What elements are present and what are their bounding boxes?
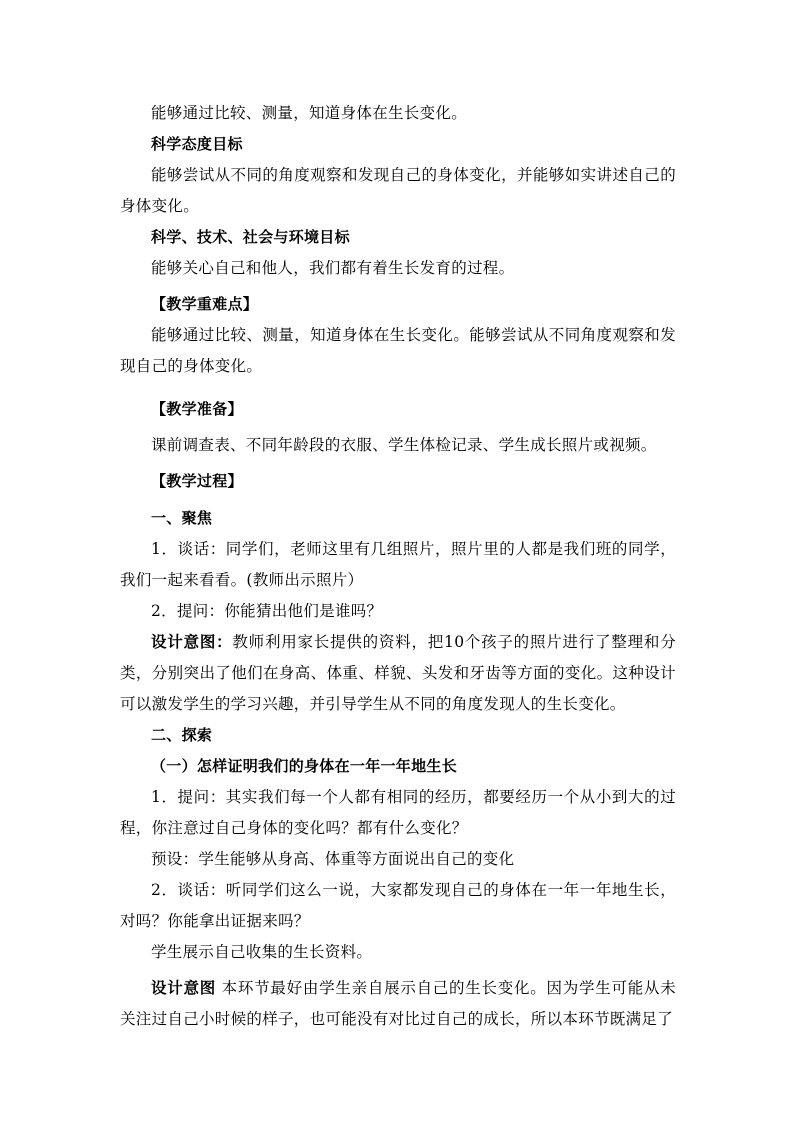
paragraph-focus-1: 1．谈话：同学们，老师这里有几组照片，照片里的人都是我们班的同学，我们一起来看看。(教师出示照片） xyxy=(120,540,676,589)
paragraph-sts: 能够关心自己和他人，我们都有着生长发育的过程。 xyxy=(151,259,515,277)
design-intent-label: 设计意图 xyxy=(151,979,216,997)
heading-key-points: 【教学重难点】 xyxy=(151,295,259,313)
paragraph-explore-1: 1．提问：其实我们每一个人都有相同的经历，都要经历一个从小到大的过程，你注意过自己身体的变化吗？都有什么变化？ xyxy=(120,788,676,837)
heading-focus: 一、聚焦 xyxy=(151,509,213,527)
paragraph-attitude: 能够尝试从不同的角度观察和发现自己的身体变化，并能够如实讲述自己的身体变化。 xyxy=(120,166,676,215)
design-intent-label: 设计意图： xyxy=(151,633,233,651)
heading-explore: 二、探索 xyxy=(151,726,213,744)
paragraph-preparation: 课前调查表、不同年龄段的衣服、学生体检记录、学生成长照片或视频。 xyxy=(151,436,657,454)
paragraph-knowledge: 能够通过比较、测量，知道身体在生长变化。 xyxy=(151,104,468,122)
paragraph-focus-2: 2．提问：你能猜出他们是谁吗？ xyxy=(151,602,383,620)
paragraph-explore-3: 学生展示自己收集的生长资料。 xyxy=(151,943,373,961)
paragraph-explore-2: 2．谈话：听同学们这么一说，大家都发现自己的身体在一年一年地生长，对吗？你能拿出证据来吗？ xyxy=(120,881,676,930)
heading-sts-goal: 科学、技术、社会与环境目标 xyxy=(151,228,350,246)
design-intent-text: 本环节最好由学生亲自展示自己的生长变化。因为学生可能从未关注过自己小时候的样子，也可能没有对比过自己的成长，所以本环节既满足了 xyxy=(120,979,677,1028)
heading-process: 【教学过程】 xyxy=(151,472,243,490)
heading-subsection-1: （一）怎样证明我们的身体在一年一年地生长 xyxy=(151,757,458,775)
paragraph-key-points: 能够通过比较、测量，知道身体在生长变化。能够尝试从不同角度观察和发现自己的身体变化。 xyxy=(120,326,676,375)
paragraph-design-intent-1 xyxy=(120,627,676,720)
paragraph-design-intent-2 xyxy=(120,973,676,1035)
heading-preparation: 【教学准备】 xyxy=(151,400,243,418)
heading-attitude-goal: 科学态度目标 xyxy=(151,135,243,153)
design-intent-text: 教师利用家长提供的资料，把10个孩子的照片进行了整理和分类，分别突出了他们在身高、体重、样貌、头发和牙齿等方面的变化。这种设计可以激发学生的学习兴趣，并引导学生从不同的角度发现人的生长变化。 xyxy=(120,633,676,713)
paragraph-explore-presumption: 预设：学生能够从身高、体重等方面说出自己的变化 xyxy=(151,850,515,868)
